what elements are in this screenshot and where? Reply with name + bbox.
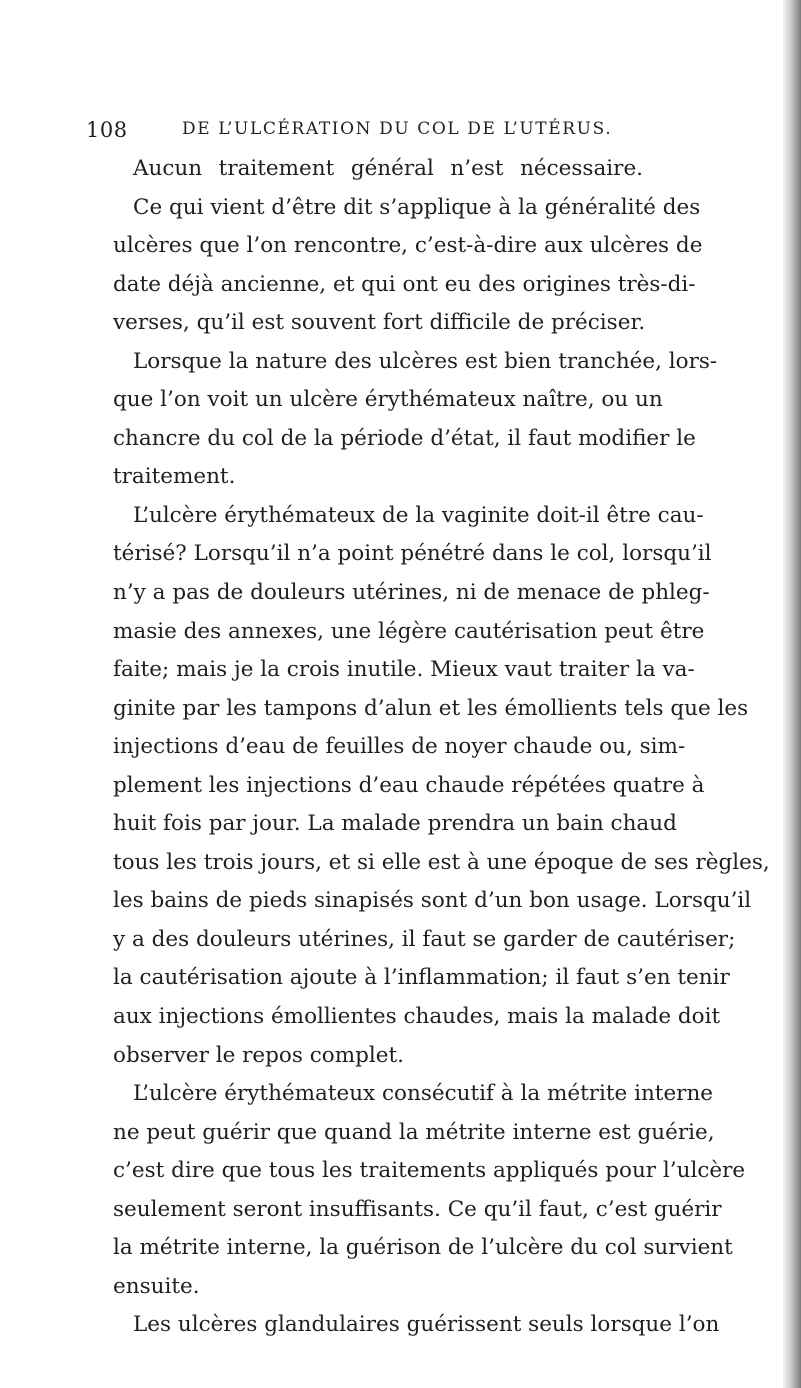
text-line: Les ulcères glandulaires guérissent seuls lorsque l’on — [133, 1312, 720, 1338]
text-line: c’est dire que tous les traitements appliqués pour l’ulcère — [113, 1158, 746, 1184]
text-line: ne peut guérir que quand la métrite interne est guérie, — [113, 1119, 715, 1145]
text-line: injections d’eau de feuilles de noyer chaude ou, sim- — [113, 734, 686, 760]
text-line: date déjà ancienne, et qui ont eu des origines très-di- — [113, 271, 696, 297]
text-line: masie des annexes, une légère cautérisation peut être — [113, 618, 705, 644]
text-line: ulcères que l’on rencontre, c’est-à-dire aux ulcères de — [113, 233, 703, 259]
text-line: Lorsque la nature des ulcères est bien tranchée, lors- — [133, 348, 718, 374]
text-line: verses, qu’il est souvent fort difficile de préciser. — [113, 310, 646, 336]
text-line: ginite par les tampons d’alun et les émollients tels que les — [113, 695, 749, 721]
text-line: L’ulcère érythémateux de la vaginite doit-il être cau- — [133, 502, 704, 528]
text-line: huit fois par jour. La malade prendra un bain chaud — [113, 811, 677, 837]
text-line: la métrite interne, la guérison de l’ulcère du col survient — [113, 1235, 733, 1261]
text-line: les bains de pieds sinapisés sont d’un bon usage. Lorsqu’il — [113, 888, 752, 914]
text-line: aux injections émollientes chaudes, mais la malade doit — [113, 1004, 721, 1030]
text-line: observer le repos complet. — [113, 1042, 404, 1068]
text-line: y a des douleurs utérines, il faut se garder de cautériser; — [113, 926, 736, 952]
text-line: Ce qui vient d’être dit s’applique à la généralité des — [133, 194, 701, 220]
page-number: 108 — [86, 118, 128, 142]
text-line: seulement seront insuffisants. Ce qu’il faut, c’est guérir — [113, 1196, 722, 1222]
text-line: faite; mais je la crois inutile. Mieux vaut traiter la va- — [113, 657, 695, 683]
text-line: térisé? Lorsqu’il n’a point pénétré dans le col, lorsqu’il — [113, 541, 712, 567]
text-line: traitement. — [113, 464, 236, 490]
text-line: Aucun traitement général n’est nécessaire. — [133, 156, 643, 181]
text-line: ensuite. — [113, 1273, 200, 1299]
text-line: chancre du col de la période d’état, il faut modifier le — [113, 425, 696, 451]
body-text — [113, 150, 770, 1345]
page-header — [86, 118, 706, 148]
text-line: la cautérisation ajoute à l’inflammation; il faut s’en tenir — [113, 965, 730, 991]
page-edge-shadow — [783, 0, 801, 1388]
text-line: n’y a pas de douleurs utérines, ni de menace de phleg- — [113, 580, 710, 606]
text-line: que l’on voit un ulcère érythémateux naître, ou un — [113, 387, 663, 413]
running-title: DE L’ULCÉRATION DU COL DE L’UTÉRUS. — [182, 119, 613, 139]
text-line: plement les injections d’eau chaude répétées quatre à — [113, 772, 705, 798]
text-line: L’ulcère érythémateux consécutif à la métrite interne — [133, 1081, 714, 1107]
text-line: tous les trois jours, et si elle est à une époque de ses règles, — [113, 849, 770, 875]
